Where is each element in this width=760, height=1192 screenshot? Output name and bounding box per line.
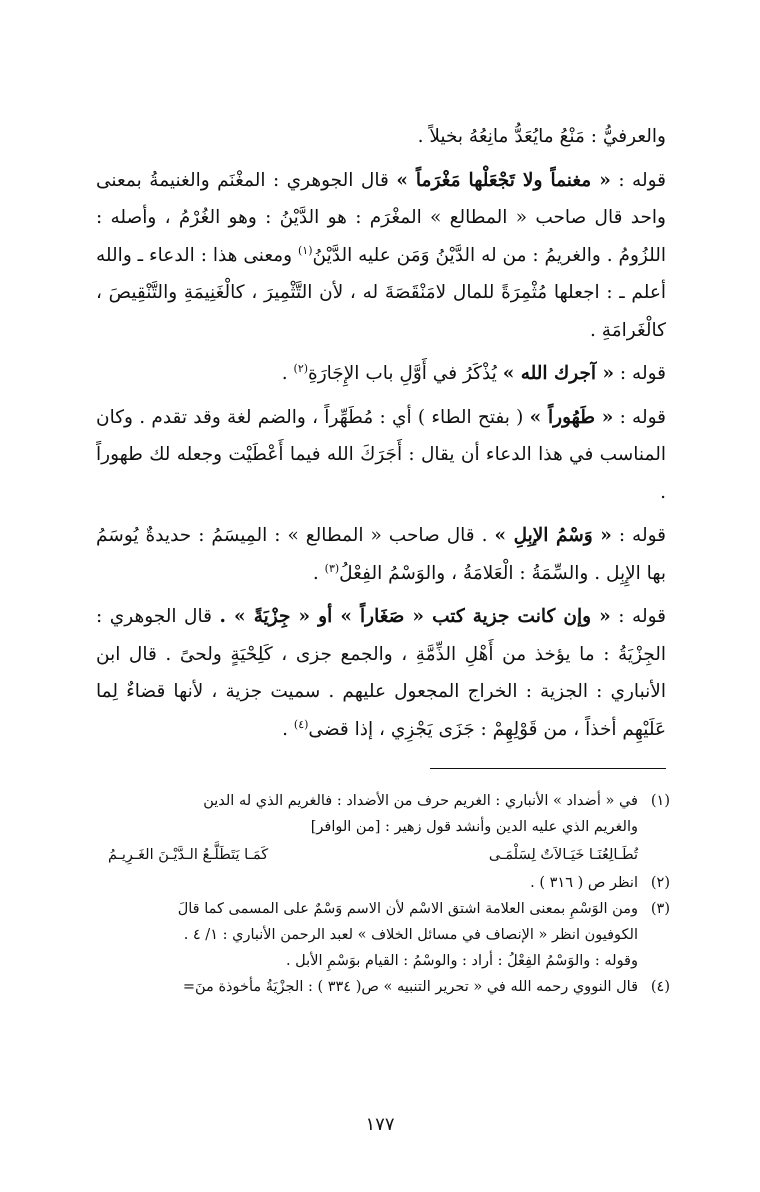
text-line: كالْغَنِيمَةِ والتَّنْقِيصَ ، كالْغَرامَةِ . <box>96 282 666 341</box>
footnote-1 <box>96 788 670 868</box>
footnote-separator <box>430 768 666 769</box>
text-line: . <box>312 562 319 584</box>
paragraph-label: قوله : <box>618 525 666 546</box>
footnote-ref-1[interactable]: (١) <box>297 243 313 257</box>
text-line: يُوسَمُ بها الإِبِل . والسِّمَةُ : الْعَلامَةُ ، والوَسْمُ الفِعْلُ <box>96 525 666 584</box>
quoted-phrase: « طَهُوراً » <box>529 406 614 428</box>
text-line: . قال صاحب « المطالع » : المِيسَمُ : حديدةٌ <box>145 525 488 546</box>
footnote-number: (٢) <box>650 875 670 891</box>
footnote-line: ومن الوَسْمِ بمعنى العلامة اشتق الاسْم لأن الاسم وَسْمٌ على المسمى كما قالَ <box>177 901 638 917</box>
verse-second-hemistich: كَمَـا يَتَطَلَّـعُ الـدَّيْـنَ الغَـرِيـمُ <box>108 847 269 863</box>
text-line: بمعنى واحد قال صاحب « المطالع » المغْرَم : هو الدَّيْنُ : وهو الغُرْمُ ، <box>96 169 666 228</box>
footnote-ref-4[interactable]: (٤) <box>293 717 309 731</box>
footnote-2 <box>96 870 670 896</box>
footnote-ref-3[interactable]: (٣) <box>324 561 340 575</box>
paragraph-jizya <box>96 598 666 748</box>
footnotes <box>96 788 670 1000</box>
text-line: قال الجوهري : <box>96 606 212 627</box>
footnote-line: الكوفيون انظر « الإنصاف في مسائل الخلاف » لعبد الرحمن الأنباري : ١/ ٤ . <box>183 927 638 943</box>
text-line: لِما عَلَيْهِم أخذاً ، من قَوْلِهِمْ : جَزَى يَجْزِي ، إذا قضى <box>96 681 666 740</box>
footnote-ref-2[interactable]: (٢) <box>293 361 309 375</box>
footnote-number: (٤) <box>650 979 670 995</box>
text-line: . <box>282 718 288 740</box>
paragraph-label: قوله : <box>618 606 667 627</box>
text-line: . <box>281 363 288 384</box>
paragraph-label: قوله : <box>619 363 666 384</box>
paragraph-wasm <box>96 517 666 592</box>
main-text <box>96 118 666 748</box>
paragraph-tahuran <box>96 399 666 512</box>
text-line: ومعنى هذا : <box>200 244 293 266</box>
footnote-4 <box>96 974 670 1000</box>
paragraph-maghnam <box>96 162 666 350</box>
footnote-line: قال النووي رحمه الله في « تحرير التنبيه » ص( ٣٣٤ ) : الجزْيَةُ مأخوذة منَ= <box>182 979 638 995</box>
page-number: ١٧٧ <box>365 1114 395 1135</box>
text-line: الجِزْيَةُ : ما يؤخذ من أَهْلِ الذِّمَّةِ ، والجمع جزى ، كَلِحْيَةٍ ولحىً . قال ابن <box>96 643 666 665</box>
footnote-line: انظر ص ( ٣١٦ ) . <box>530 875 638 891</box>
footnote-number: (٣) <box>650 901 670 917</box>
footnote-number: (١) <box>650 793 670 809</box>
text-line: طهوراً . <box>96 444 666 503</box>
quoted-phrase: « مغنماً ولا تَجْعَلْها مَغْرَماً » <box>396 169 611 191</box>
paragraph-label: قوله : <box>619 406 667 428</box>
quoted-phrase: « آجرك الله » <box>502 363 615 384</box>
text-line: الأنباري : الجزية : الخراج المجعول عليهم . سميت جزية ، لأنها قضاءٌ <box>126 681 666 702</box>
quoted-phrase: « وَسْمُ الإبِلِ » <box>494 525 612 546</box>
paragraph-ajarak <box>96 355 666 393</box>
text-line: وكان المناسب في هذا الدعاء أن يقال : أَجَرَكَ الله فيما أَعْطَيْت وجعله لك <box>96 406 666 465</box>
footnote-3 <box>96 896 670 974</box>
text-line: قال الجوهري : المغْنَم والغنيمةُ <box>149 169 389 191</box>
text-line: والعرفيُّ : مَنْعُ مايُعَدُّ مانِعُهُ بخيلاً . <box>417 126 666 147</box>
poem-verse <box>108 842 638 868</box>
footnote-line: وقوله : والوَسْمُ الفِعْلُ : أراد : والوسْمُ : القيام بوَسْمِ الأبل . <box>285 953 638 969</box>
footnote-line: والغريم الذي عليه الدين وأنشد قول زهير : [من الوافر] <box>310 819 638 835</box>
verse-first-hemistich: تُطَـالِعُنَـا خَيَـالاَتٌ لِسَلْمَـى <box>488 847 638 863</box>
text-line: وأصله : اللزُومُ . والغريمُ : من له الدَّيْنُ وَمَن عليه الدَّيْنُ <box>96 207 666 266</box>
paragraph-urfi <box>96 118 666 156</box>
text-line: يُذْكَرُ في أَوَّلِ باب الإِجَارَةِ <box>308 363 497 384</box>
paragraph-label: قوله : <box>618 169 666 191</box>
footnote-line: في « أضداد » الأنباري : الغريم حرف من الأضداد : فالغريم الذي له الدين <box>203 793 638 809</box>
text-line: ( بفتح الطاء ) أي : مُطَهِّراً ، والضم لغة وقد تقدم . <box>139 406 524 428</box>
quoted-phrase: « وإن كانت جزية كتب « صَغَاراً » أو « جِزْيَةً » . <box>219 606 611 627</box>
text-line: الدعاء ـ والله أعلم ـ : اجعلها مُثْمِرَةً للمال لامَنْقَصَةَ له ، لأن التَّثْمِيرَ ، <box>96 244 667 303</box>
